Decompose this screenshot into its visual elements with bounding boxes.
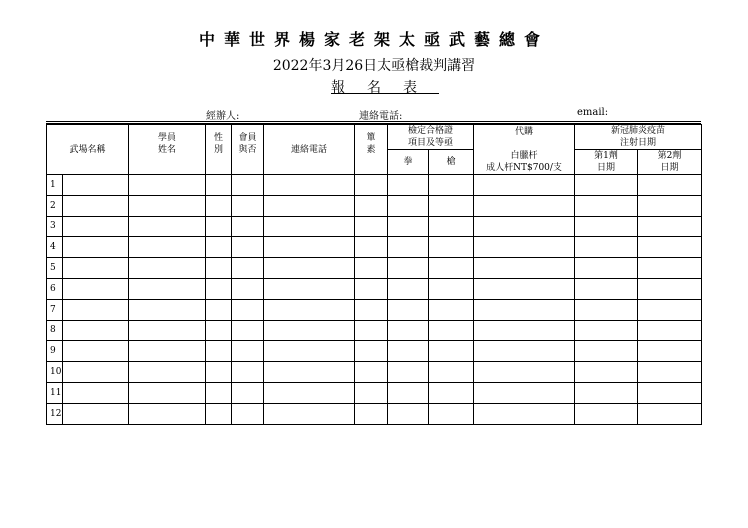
table-cell[interactable]: [63, 341, 129, 362]
table-cell[interactable]: [206, 216, 232, 237]
dose2-header: 第2劑 日期: [638, 150, 702, 175]
table-cell[interactable]: [638, 299, 702, 320]
table-cell[interactable]: [129, 403, 206, 424]
table-cell[interactable]: [388, 299, 429, 320]
table-cell[interactable]: [355, 362, 388, 383]
table-cell[interactable]: [232, 175, 264, 196]
table-cell[interactable]: [264, 320, 355, 341]
table-row: [47, 403, 702, 424]
table-row: [47, 362, 702, 383]
row-number: 3: [47, 216, 63, 237]
organizer-label: 經辦人:: [206, 111, 240, 122]
table-cell[interactable]: [232, 216, 264, 237]
table-row: [47, 320, 702, 341]
table-cell[interactable]: [355, 216, 388, 237]
table-cell[interactable]: [575, 403, 638, 424]
cert-fist-header: 拳: [388, 150, 429, 175]
table-row: [47, 175, 702, 196]
student-header: 學員 姓名: [129, 125, 206, 175]
row-number: 1: [47, 175, 63, 196]
contact-header: 連絡電話: [264, 125, 355, 175]
table-cell[interactable]: [129, 278, 206, 299]
table-cell[interactable]: [63, 299, 129, 320]
table-row: [47, 382, 702, 403]
table-cell[interactable]: [129, 216, 206, 237]
row-number: 4: [47, 237, 63, 258]
table-cell[interactable]: [638, 278, 702, 299]
table-cell[interactable]: [474, 195, 575, 216]
row-number: 5: [47, 258, 63, 279]
table-cell[interactable]: [232, 403, 264, 424]
table-cell[interactable]: [388, 320, 429, 341]
table-cell[interactable]: [575, 362, 638, 383]
table-cell[interactable]: [129, 237, 206, 258]
table-cell[interactable]: [575, 237, 638, 258]
table-cell[interactable]: [429, 278, 474, 299]
table-cell[interactable]: [575, 175, 638, 196]
meta-line: [46, 107, 701, 122]
table-cell[interactable]: [429, 382, 474, 403]
table-cell[interactable]: [355, 320, 388, 341]
table-cell[interactable]: [129, 299, 206, 320]
table-cell[interactable]: [638, 216, 702, 237]
table-cell[interactable]: [264, 278, 355, 299]
dose1-header: 第1劑 日期: [575, 150, 638, 175]
registration-table: [46, 124, 702, 425]
table-row: [47, 216, 702, 237]
table-cell[interactable]: [232, 195, 264, 216]
table-cell[interactable]: [63, 195, 129, 216]
table-cell[interactable]: [232, 299, 264, 320]
table-cell[interactable]: [638, 258, 702, 279]
table-cell[interactable]: [264, 382, 355, 403]
purchase-header: 代購 白臘杆 成人杆NT$700/支: [474, 125, 575, 175]
table-cell[interactable]: [474, 341, 575, 362]
table-cell[interactable]: [264, 403, 355, 424]
table-cell[interactable]: [206, 320, 232, 341]
table-cell[interactable]: [638, 175, 702, 196]
table-cell[interactable]: [63, 237, 129, 258]
table-cell[interactable]: [575, 320, 638, 341]
table-cell[interactable]: [575, 258, 638, 279]
table-cell[interactable]: [474, 362, 575, 383]
table-cell[interactable]: [264, 341, 355, 362]
table-cell[interactable]: [429, 403, 474, 424]
association-title: 中華世界楊家老架太亟武藝總會: [198, 30, 549, 49]
table-row: [47, 278, 702, 299]
table-cell[interactable]: [638, 237, 702, 258]
table-cell[interactable]: [474, 216, 575, 237]
table-cell[interactable]: [232, 237, 264, 258]
table-row: [47, 299, 702, 320]
phone-label: 連絡電話:: [359, 111, 403, 122]
table-cell[interactable]: [129, 362, 206, 383]
table-cell[interactable]: [129, 195, 206, 216]
email-label: email:: [577, 107, 609, 118]
table-cell[interactable]: [388, 278, 429, 299]
table-cell[interactable]: [575, 299, 638, 320]
table-cell[interactable]: [264, 216, 355, 237]
form-title: [0, 77, 748, 97]
table-cell[interactable]: [232, 341, 264, 362]
table-cell[interactable]: [63, 403, 129, 424]
row-number: 7: [47, 299, 63, 320]
table-cell[interactable]: [429, 362, 474, 383]
table-cell[interactable]: [429, 320, 474, 341]
table-cell[interactable]: [388, 216, 429, 237]
seal-header: 簞 素: [355, 125, 388, 175]
table-cell[interactable]: [232, 258, 264, 279]
table-cell[interactable]: [638, 362, 702, 383]
table-cell[interactable]: [264, 362, 355, 383]
table-cell[interactable]: [129, 320, 206, 341]
table-cell[interactable]: [264, 299, 355, 320]
table-cell[interactable]: [638, 403, 702, 424]
table-cell[interactable]: [206, 341, 232, 362]
table-cell[interactable]: [232, 362, 264, 383]
table-cell[interactable]: [63, 320, 129, 341]
table-cell[interactable]: [232, 320, 264, 341]
table-cell[interactable]: [129, 341, 206, 362]
table-cell[interactable]: [355, 175, 388, 196]
table-cell[interactable]: [206, 175, 232, 196]
row-number: 11: [47, 382, 63, 403]
table-cell[interactable]: [264, 237, 355, 258]
table-cell[interactable]: [474, 382, 575, 403]
table-cell[interactable]: [474, 175, 575, 196]
table-cell[interactable]: [575, 195, 638, 216]
table-cell[interactable]: [63, 258, 129, 279]
table-cell[interactable]: [474, 278, 575, 299]
table-cell[interactable]: [388, 403, 429, 424]
table-cell[interactable]: [206, 237, 232, 258]
table-cell[interactable]: [388, 341, 429, 362]
row-number: 8: [47, 320, 63, 341]
table-cell[interactable]: [355, 278, 388, 299]
table-cell[interactable]: [474, 320, 575, 341]
table-cell[interactable]: [429, 237, 474, 258]
table-cell[interactable]: [429, 216, 474, 237]
table-cell[interactable]: [388, 382, 429, 403]
row-number: 12: [47, 403, 63, 424]
table-cell[interactable]: [206, 195, 232, 216]
table-cell[interactable]: [355, 258, 388, 279]
table-cell[interactable]: [63, 362, 129, 383]
table-cell[interactable]: [429, 258, 474, 279]
table-cell[interactable]: [388, 362, 429, 383]
table-cell[interactable]: [206, 258, 232, 279]
row-number: 2: [47, 195, 63, 216]
row-number: 6: [47, 278, 63, 299]
cert-spear-header: 槍: [429, 150, 474, 175]
table-cell[interactable]: [474, 258, 575, 279]
table-cell[interactable]: [232, 382, 264, 403]
member-header: 會員 與否: [232, 125, 264, 175]
table-cell[interactable]: [129, 175, 206, 196]
table-cell[interactable]: [355, 403, 388, 424]
venue-header: 武場名稱: [47, 125, 129, 175]
gender-header: 性 別: [206, 125, 232, 175]
table-row: [47, 341, 702, 362]
table-cell[interactable]: [474, 403, 575, 424]
table-cell[interactable]: [264, 195, 355, 216]
table-cell[interactable]: [355, 237, 388, 258]
table-cell[interactable]: [206, 362, 232, 383]
table-cell[interactable]: [355, 341, 388, 362]
table-cell[interactable]: [638, 195, 702, 216]
table-cell[interactable]: [206, 403, 232, 424]
table-cell[interactable]: [474, 299, 575, 320]
certificate-header: 檢定合格證 項目及等亟: [388, 125, 474, 150]
table-row: [47, 195, 702, 216]
vaccine-header: 新冠肺炎疫苗 注射日期: [575, 125, 702, 150]
form-title-text: 報名表: [331, 80, 439, 96]
table-cell[interactable]: [429, 299, 474, 320]
table-cell[interactable]: [63, 216, 129, 237]
table-cell[interactable]: [474, 237, 575, 258]
table-cell[interactable]: [355, 299, 388, 320]
table-cell[interactable]: [129, 258, 206, 279]
table-cell[interactable]: [429, 341, 474, 362]
table-cell[interactable]: [63, 278, 129, 299]
table-cell[interactable]: [388, 175, 429, 196]
table-cell[interactable]: [575, 341, 638, 362]
table-cell[interactable]: [575, 216, 638, 237]
table-row: [47, 237, 702, 258]
table-row: [47, 258, 702, 279]
table-cell[interactable]: [63, 382, 129, 403]
table-cell[interactable]: [638, 341, 702, 362]
table-cell[interactable]: [129, 382, 206, 403]
table-cell[interactable]: [63, 175, 129, 196]
table-cell[interactable]: [429, 175, 474, 196]
table-cell[interactable]: [206, 278, 232, 299]
row-number: 9: [47, 341, 63, 362]
table-cell[interactable]: [429, 195, 474, 216]
table-cell[interactable]: [264, 175, 355, 196]
table-cell[interactable]: [355, 195, 388, 216]
table-cell[interactable]: [388, 237, 429, 258]
table-cell[interactable]: [388, 195, 429, 216]
table-cell[interactable]: [206, 382, 232, 403]
table-cell[interactable]: [575, 278, 638, 299]
table-cell[interactable]: [575, 382, 638, 403]
event-title: 2022年3月26日太亟槍裁判講習: [272, 58, 476, 74]
row-number: 10: [47, 362, 63, 383]
table-cell[interactable]: [638, 320, 702, 341]
table-cell[interactable]: [264, 258, 355, 279]
table-cell[interactable]: [638, 382, 702, 403]
table-cell[interactable]: [232, 278, 264, 299]
table-cell[interactable]: [388, 258, 429, 279]
table-cell[interactable]: [206, 299, 232, 320]
table-cell[interactable]: [355, 382, 388, 403]
